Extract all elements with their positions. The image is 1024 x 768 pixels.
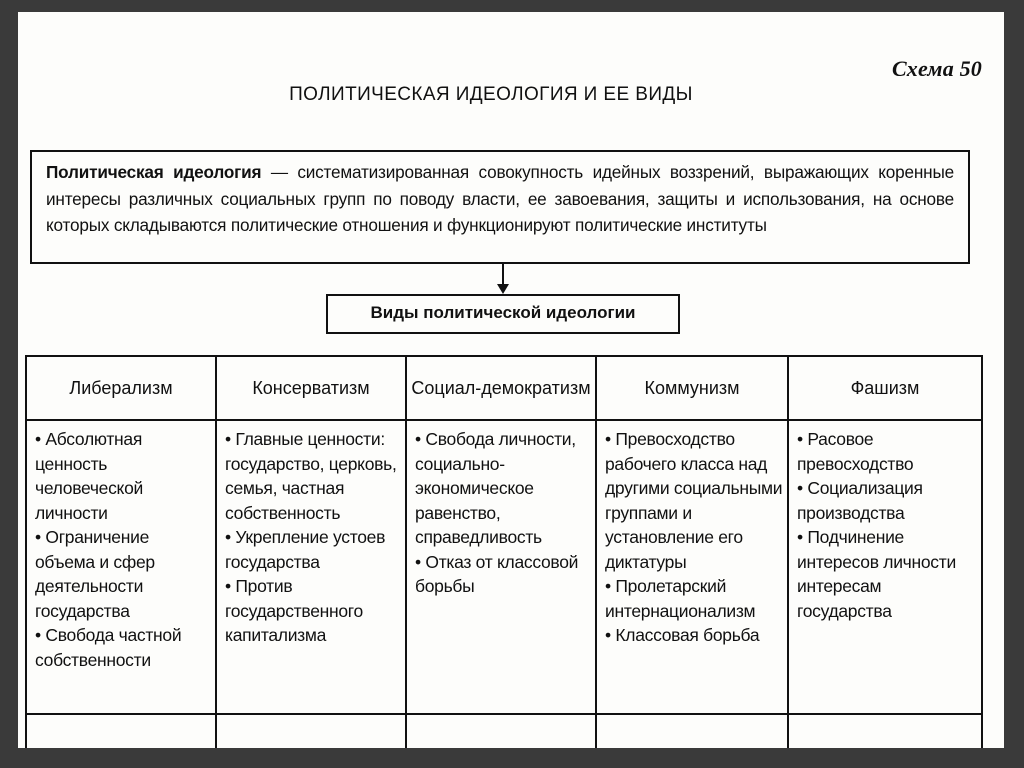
list-item: • Расовое превосходство bbox=[797, 427, 977, 476]
list-item: • Ограничение объема и сфер деятельности государства bbox=[35, 525, 211, 623]
column-cell-communism bbox=[596, 420, 788, 714]
empty-cell bbox=[788, 714, 982, 748]
ideologies-table bbox=[25, 355, 983, 748]
column-cell-conservatism bbox=[216, 420, 406, 714]
definition-box bbox=[30, 150, 970, 264]
list-item: • Абсолютная ценность человеческой личности bbox=[35, 427, 211, 525]
list-item: • Классовая борьба bbox=[605, 623, 783, 648]
list-item: • Превосходство рабочего класса над другими социальными группами и установление его диктатуры bbox=[605, 427, 783, 574]
definition-text: — систематизированная совокупность идейных воззрений, выражающих коренные интересы различных социальных групп по поводу власти, ее завоевания, защиты и использования, на основе которых складываются политические отношения и функционируют политические институты bbox=[46, 162, 954, 235]
column-cell-social-democracy bbox=[406, 420, 596, 714]
table-header-row bbox=[26, 356, 982, 420]
column-cell-fascism bbox=[788, 420, 982, 714]
list-item: • Свобода частной собственности bbox=[35, 623, 211, 672]
list-item: • Социализация производства bbox=[797, 476, 977, 525]
empty-cell bbox=[216, 714, 406, 748]
column-header-conservatism: Консерватизм bbox=[216, 356, 406, 420]
column-header-liberalism: Либерализм bbox=[26, 356, 216, 420]
empty-cell bbox=[406, 714, 596, 748]
table-empty-row bbox=[26, 714, 982, 748]
table-row bbox=[26, 420, 982, 714]
column-header-communism: Коммунизм bbox=[596, 356, 788, 420]
page-title: ПОЛИТИЧЕСКАЯ ИДЕОЛОГИЯ И ЕЕ ВИДЫ bbox=[289, 84, 693, 105]
list-item: • Главные ценности: государство, церковь, семья, частная собственность bbox=[225, 427, 401, 525]
column-header-fascism: Фашизм bbox=[788, 356, 982, 420]
list-item: • Свобода личности, социально-экономическое равенство, справедливость bbox=[415, 427, 591, 550]
scheme-label: Схема 50 bbox=[891, 56, 982, 81]
list-item: • Укрепление устоев государства bbox=[225, 525, 401, 574]
list-item: • Отказ от классовой борьбы bbox=[415, 550, 591, 599]
column-header-social-democracy: Социал-демократизм bbox=[406, 356, 596, 420]
document-page bbox=[18, 12, 1004, 748]
list-item: • Пролетарский интернационализм bbox=[605, 574, 783, 623]
arrow-down-icon bbox=[497, 284, 509, 294]
list-item: • Против государственного капитализма bbox=[225, 574, 401, 648]
list-item: • Подчинение интересов личности интересам государства bbox=[797, 525, 977, 623]
empty-cell bbox=[26, 714, 216, 748]
column-cell-liberalism bbox=[26, 420, 216, 714]
empty-cell bbox=[596, 714, 788, 748]
types-heading: Виды политической идеологии bbox=[326, 294, 680, 334]
definition-term: Политическая идеология bbox=[46, 162, 262, 182]
